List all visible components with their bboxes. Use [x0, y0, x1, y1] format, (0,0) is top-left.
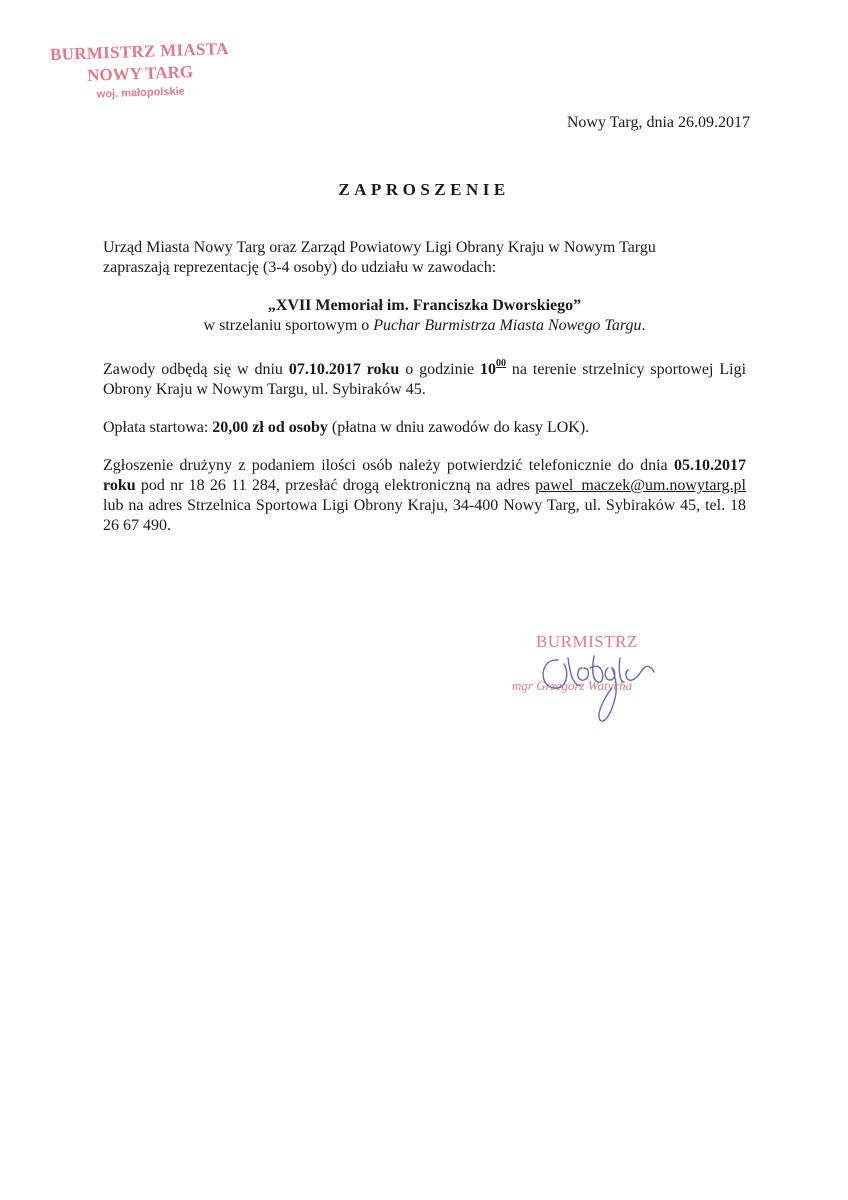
signature-name: mgr Grzegorz Watycha: [512, 678, 633, 693]
event-sub-suffix: .: [641, 317, 646, 334]
fee-amount: 20,00 zł od osoby: [212, 419, 328, 436]
schedule-mid: o godzinie: [399, 361, 481, 378]
letter-body: [103, 238, 746, 536]
event-sub-prefix: w strzelaniu sportowym o: [203, 317, 374, 334]
event-name: „XVII Memoriał im. Franciszka Dworskiego”: [267, 297, 582, 314]
schedule-date: 07.10.2017 roku: [288, 361, 400, 378]
fee-prefix: Opłata startowa:: [103, 419, 213, 436]
document-title: ZAPROSZENIE: [338, 180, 510, 199]
place-date: Nowy Targ, dnia 26.09.2017: [566, 114, 750, 131]
registration-prefix: Zgłoszenie drużyny z podaniem ilości osób należy potwierdzić telefonicznie do dnia: [103, 457, 674, 474]
contact-email-link[interactable]: pawel_maczek@um.nowytarg.pl: [535, 477, 746, 494]
stamp-line-2: NOWY TARG: [86, 62, 194, 85]
schedule-hour: 10: [480, 361, 497, 378]
handwritten-signature: [520, 638, 690, 738]
office-stamp: [39, 39, 241, 103]
schedule-suffix: na terenie strzelnicy sportowej Ligi Obrony Kraju w Nowym Targu, ul. Sybiraków 45.: [103, 361, 747, 398]
schedule-paragraph: [103, 354, 746, 400]
registration-deadline: 05.10.2017 roku: [103, 457, 746, 494]
registration-mid: pod nr 18 26 11 284, przesłać drogą elektroniczną na adres: [135, 477, 536, 494]
signature-title: BURMISTRZ: [536, 632, 638, 651]
intro-line-2: zapraszają reprezentację (3-4 osoby) do udziału w zawodach:: [103, 259, 497, 276]
registration-paragraph: [103, 456, 746, 536]
stamp-line-3: woj. małopolskie: [96, 85, 185, 101]
schedule-minutes: 00: [496, 358, 507, 369]
event-trophy: Puchar Burmistrza Miasta Nowego Targu: [373, 317, 642, 334]
signature-block: [500, 628, 700, 738]
event-block: [103, 296, 746, 336]
stamp-line-1: BURMISTRZ MIASTA: [49, 38, 229, 65]
intro-line-1: Urząd Miasta Nowy Targ oraz Zarząd Powiatowy Ligi Obrany Kraju w Nowym Targu: [103, 239, 656, 256]
schedule-prefix: Zawody odbędą się w dniu: [103, 361, 289, 378]
registration-suffix: lub na adres Strzelnica Sportowa Ligi Obrony Kraju, 34-400 Nowy Targ, ul. Sybiraków 45, tel. 18 26 67 490.: [103, 497, 746, 534]
intro-paragraph: [103, 238, 746, 278]
fee-suffix: (płatna w dniu zawodów do kasy LOK).: [327, 419, 590, 436]
fee-paragraph: [103, 418, 746, 438]
